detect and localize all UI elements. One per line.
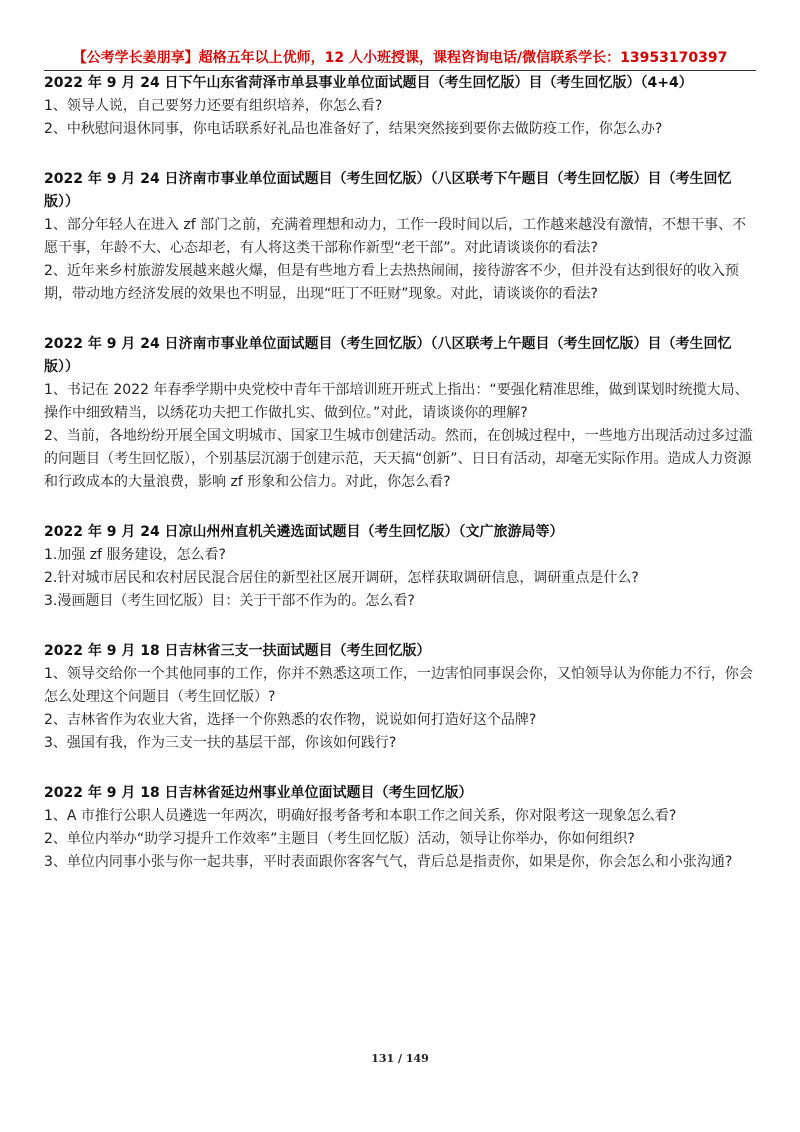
question-item: 3、强国有我，作为三支一扶的基层干部，你该如何践行? xyxy=(44,735,397,751)
section-title: 2022 年 9 月 18 日吉林省三支一扶面试题目（考生回忆版） xyxy=(44,643,431,659)
section-title: 2022 年 9 月 24 日凉山州州直机关遴选面试题目（考生回忆版）（文广旅游局等） xyxy=(44,524,564,540)
section-title: 2022 年 9 月 24 日济南市事业单位面试题目（考生回忆版）（八区联考下午题目（考生回忆版）目（考生回忆版）） xyxy=(44,171,732,210)
header-divider xyxy=(44,70,756,71)
question-item: 3、单位内同事小张与你一起共事，平时表面跟你客客气气，背后总是指责你，如果是你，你会怎么和小张沟通? xyxy=(44,854,733,870)
question-section xyxy=(44,72,758,141)
question-item: 2、中秋慰问退休同事，你电话联系好礼品也准备好了，结果突然接到要你去做防疫工作，你怎么办? xyxy=(44,121,663,137)
question-item: 1、书记在 2022 年春季学期中央党校中青年干部培训班开班式上指出：“要强化精准思维，做到谋划时统揽大局、操作中细致精当，以绣花功夫把工作做扎实、做到位。”对此，请谈谈你的理解? xyxy=(44,382,749,421)
section-title: 2022 年 9 月 24 日下午山东省菏泽市单县事业单位面试题目（考生回忆版）目（考生回忆版）（4+4） xyxy=(44,75,693,91)
question-item: 2.针对城市居民和农村居民混合居住的新型社区展开调研，怎样获取调研信息，调研重点是什么? xyxy=(44,570,639,586)
question-item: 2、近年来乡村旅游发展越来越火爆，但是有些地方看上去热热闹闹，接待游客不少，但并没有达到很好的收入预期，带动地方经济发展的效果也不明显，出现“旺丁不旺财”现象。对此，请谈谈你的看法? xyxy=(44,263,739,302)
section-title: 2022 年 9 月 18 日吉林省延边州事业单位面试题目（考生回忆版） xyxy=(44,785,473,801)
question-section xyxy=(44,521,758,613)
question-section xyxy=(44,168,758,306)
question-item: 2、当前，各地纷纷开展全国文明城市、国家卫生城市创建活动。然而，在创城过程中，一些地方出现活动过多过滥的问题目（考生回忆版），个别基层沉溺于创建示范，天天搞“创新”、日日有活动，却毫无实际作用。造成人力资源和行政成本的大量浪费，影响 zf 形象和公信力。对此，你怎么看? xyxy=(44,428,753,490)
header-banner: 【公考学长姜朋享】超格五年以上优师，12 人小班授课，课程咨询电话/微信联系学长：13953170397 xyxy=(72,50,728,66)
question-item: 1、领导交给你一个其他同事的工作，你并不熟悉这项工作，一边害怕同事误会你，又怕领导认为你能力不行，你会怎么处理这个问题目（考生回忆版）? xyxy=(44,666,753,705)
question-section xyxy=(44,333,758,494)
page-indicator: 131 / 149 xyxy=(371,1052,429,1065)
question-section xyxy=(44,640,758,755)
question-item: 3.漫画题目（考生回忆版）目：关于干部不作为的。怎么看? xyxy=(44,593,415,609)
question-section xyxy=(44,782,758,874)
question-item: 2、单位内举办“助学习提升工作效率”主题目（考生回忆版）活动，领导让你举办，你如何组织? xyxy=(44,831,635,847)
section-title: 2022 年 9 月 24 日济南市事业单位面试题目（考生回忆版）（八区联考上午题目（考生回忆版）目（考生回忆版）） xyxy=(44,336,732,375)
question-item: 1.加强 zf 服务建设，怎么看? xyxy=(44,547,226,563)
question-item: 1、部分年轻人在进入 zf 部门之前，充满着理想和动力，工作一段时间以后，工作越来越没有激情，不想干事、不愿干事，年龄不大、心态却老，有人将这类干部称作新型“老干部”。对此请谈谈你的看法? xyxy=(44,217,747,256)
question-item: 1、领导人说，自己要努力还要有组织培养，你怎么看? xyxy=(44,98,383,114)
question-item: 2、吉林省作为农业大省，选择一个你熟悉的农作物，说说如何打造好这个品牌? xyxy=(44,712,537,728)
document-body xyxy=(44,72,758,901)
question-item: 1、A 市推行公职人员遴选一年两次，明确好报考备考和本职工作之间关系，你对限考这一现象怎么看? xyxy=(44,808,677,824)
